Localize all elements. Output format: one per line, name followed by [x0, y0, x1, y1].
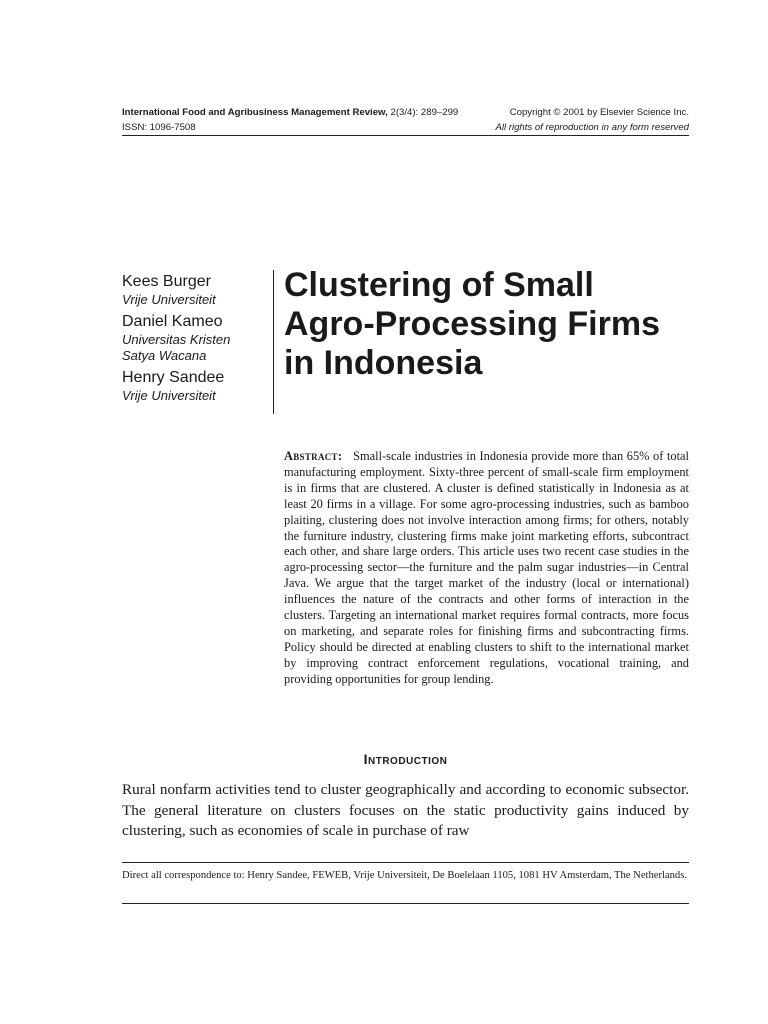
correspondence-footnote: Direct all correspondence to: Henry Sandee, FEWEB, Vrije Universiteit, De Boelelaan 1105, 1081 HV Amsterdam, The Netherlands.	[122, 870, 687, 881]
copyright-notice: Copyright © 2001 by Elsevier Science Inc.	[509, 107, 689, 118]
author-3	[122, 368, 272, 404]
introduction-paragraph: Rural nonfarm activities tend to cluster geographically and according to economic subsector. The general literature on clusters focuses on the static productivity gains induced by clustering, such as economies of scale in purchase of raw	[122, 781, 689, 839]
author-name: Henry Sandee	[122, 369, 225, 386]
author-name: Daniel Kameo	[122, 313, 223, 330]
author-1	[122, 272, 272, 308]
author-affiliation: Vrije Universiteit	[122, 388, 216, 403]
section-heading-introduction: Introduction	[363, 751, 448, 767]
volume-pages: 2(3/4): 289–299	[390, 107, 459, 118]
issn: ISSN: 1096-7508	[122, 122, 196, 133]
author-affiliation: Universitas Kristen	[122, 332, 231, 347]
author-2	[122, 312, 272, 364]
abstract-label: Abstract:	[284, 449, 343, 463]
title-line: in Indonesia	[284, 344, 483, 382]
author-affiliation: Satya Wacana	[122, 348, 207, 363]
rights-notice: All rights of reproduction in any form reserved	[495, 122, 689, 133]
author-affiliation: Vrije Universiteit	[122, 292, 216, 307]
footnote-rule	[122, 862, 689, 863]
running-header-line1	[122, 107, 689, 118]
article-title	[284, 266, 704, 383]
title-divider	[273, 270, 274, 414]
header-rule	[122, 135, 689, 136]
title-line: Agro-Processing Firms	[284, 305, 660, 343]
running-header-line2	[122, 122, 689, 133]
author-name: Kees Burger	[122, 273, 211, 290]
journal-name: International Food and Agribusiness Management Review,	[122, 107, 388, 118]
abstract	[284, 449, 689, 688]
title-line: Clustering of Small	[284, 266, 594, 304]
abstract-text: Small-scale industries in Indonesia provide more than 65% of total manufacturing employment. Sixty-three percent of small-scale firm employment is in firms that are clustered. A cluster is defined statistically in Indonesia as at least 20 firms in a village. For some agro-processing industries, such as bamboo plaiting, clustering does not involve interaction among firms; for others, notably the furniture industry, clustering firms make joint marketing efforts, subcontract each other, and share large orders. This article uses two recent case studies in the agro-processing sector—the furniture and the palm sugar industries—in Central Java. We argue that the target market of the industry (local or international) influences the nature of the contracts and other forms of interaction in the clusters. Targeting an international market requires formal contracts, more focus on marketing, and separate roles for finishing firms and subcontracting firms. Policy should be directed at enabling clusters to shift to the international market by improving contract enforcement regulations, vocational training, and providing opportunities for group lending.	[284, 449, 690, 686]
author-block	[122, 268, 272, 404]
journal-citation	[122, 107, 458, 118]
footnote-bottom-rule	[122, 903, 689, 904]
